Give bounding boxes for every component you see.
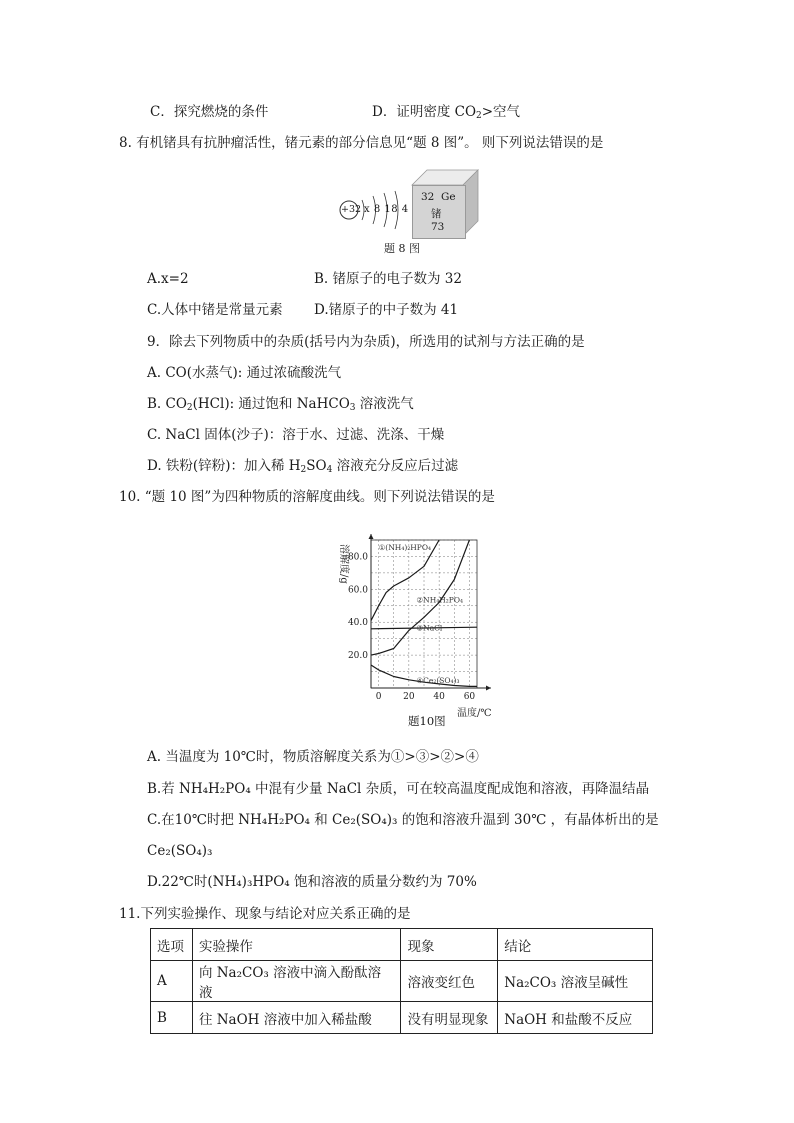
x-tick-label: 40	[433, 692, 445, 702]
subscript: 2	[476, 111, 482, 121]
nucleus-charge: +32	[341, 204, 362, 215]
q8-option-a: A.x=2	[147, 271, 189, 287]
q9-option-d	[147, 457, 458, 475]
table-cell: A	[151, 961, 193, 1002]
y-tick-label: 60.0	[347, 585, 368, 596]
q10-stem: 10. “题 10 图”为四种物质的溶解度曲线。则下列说法错误的是	[119, 489, 495, 505]
q10-option-c: C.在10℃时把 NH₄H₂PO₄ 和 Ce₂(SO₄)₃ 的饱和溶液升温到 30℃ ，有晶体析出的是	[147, 812, 659, 828]
q8-stem: 8. 有机锗具有抗肿瘤活性，锗元素的部分信息见“题 8 图”。 则下列说法错误的是	[119, 135, 604, 151]
table-header-row	[151, 929, 653, 961]
table-cell: 没有明显现象	[401, 1002, 498, 1034]
q10-option-c-continued: Ce₂(SO₄)₃	[147, 843, 213, 859]
q8-caption: 题 8 图	[384, 242, 420, 255]
y-axis-label: 溶解度/g	[338, 544, 349, 584]
q9-option-b-text: 溶液洗气	[355, 396, 414, 412]
table-row	[151, 1002, 653, 1034]
q8-option-d: D.锗原子的中子数为 41	[314, 302, 459, 318]
q9-option-b	[147, 395, 414, 413]
q8-option-c: C.人体中锗是常量元素	[147, 302, 283, 318]
y-tick-label: 40.0	[347, 618, 368, 629]
q9-option-d-text: 溶液充分反应后过滤	[332, 458, 459, 474]
experiment-table	[150, 928, 653, 1034]
q11-stem: 11.下列实验操作、现象与结论对应关系正确的是	[119, 906, 411, 922]
chart-legend-labels	[379, 543, 463, 685]
q9-option-b-text: B. CO	[147, 396, 187, 412]
x-axis-arrow	[486, 686, 491, 691]
q10-caption: 题10图	[408, 714, 446, 728]
subscript: 2	[186, 403, 193, 413]
series-label: ①(NH₄)₂HPO₄	[378, 542, 432, 552]
table-cell: 溶液变红色	[401, 961, 498, 1002]
element-symbol: Ge	[441, 191, 456, 203]
x-tick-label: 20	[403, 692, 415, 702]
atomic-number: 32	[421, 191, 435, 203]
subscript: 4	[326, 465, 333, 475]
q10-option-d: D.22℃时(NH₄)₃HPO₄ 饱和溶液的质量分数约为 70%	[147, 874, 477, 890]
table-cell: 往 NaOH 溶液中加入稀盐酸	[192, 1002, 401, 1034]
q10-option-b: B.若 NH₄H₂PO₄ 中混有少量 NaCl 杂质，可在较高温度配成饱和溶液，再降温结晶	[147, 781, 650, 797]
table-cell: 向 Na₂CO₃ 溶液中滴入酚酞溶液	[192, 961, 401, 1002]
table-cell: NaOH 和盐酸不反应	[498, 1002, 653, 1034]
table-cell: B	[151, 1002, 193, 1034]
q7-option-d	[372, 103, 520, 121]
series-label: ③NaCl	[416, 623, 443, 633]
subscript: 2	[300, 465, 307, 475]
y-axis-arrow	[369, 534, 374, 539]
q7-option-d-text: >空气	[481, 104, 521, 120]
table-row	[151, 961, 653, 1002]
table-header-cell: 结论	[498, 929, 653, 961]
table-header-cell: 现象	[401, 929, 498, 961]
table-header-cell: 实验操作	[192, 929, 401, 961]
element-card	[412, 185, 466, 239]
q9-stem: 9．除去下列物质中的杂质(括号内为杂质)，所选用的试剂与方法正确的是	[147, 334, 585, 350]
atomic-mass: 73	[431, 221, 445, 233]
q9-option-d-text: D. 铁粉(锌粉)：加入稀 H	[147, 458, 301, 474]
y-tick-label: 20.0	[347, 651, 368, 662]
q9-option-c: C. NaCl 固体(沙子)：溶于水、过滤、洗涤、干燥	[147, 427, 445, 443]
subscript: 3	[349, 403, 356, 413]
q10-option-a: A. 当温度为 10℃时，物质溶解度关系为①>③>②>④	[147, 749, 479, 765]
q7-option-d-text: D．证明密度 CO	[372, 104, 477, 120]
electron-shells: x 8 18 4	[364, 204, 409, 215]
q8-option-b: B. 锗原子的电子数为 32	[314, 271, 462, 287]
q7-option-c: C．探究燃烧的条件	[150, 104, 269, 120]
x-tick-label: 0	[375, 692, 382, 702]
x-axis-label: 温度/℃	[457, 708, 492, 719]
series-label: ④Ce₂(SO₄)₃	[416, 676, 460, 686]
table-cell: Na₂CO₃ 溶液呈碱性	[498, 961, 653, 1002]
series-line	[371, 540, 439, 621]
y-tick-label: 80.0	[347, 552, 368, 563]
solubility-chart	[325, 528, 505, 728]
element-name: 锗	[431, 208, 442, 220]
series-label: ②NH₄H₂PO₄	[416, 595, 464, 605]
q9-option-a: A. CO(水蒸气): 通过浓硫酸洗气	[147, 365, 342, 381]
x-tick-label: 60	[463, 692, 476, 702]
q9-option-d-text: SO	[306, 458, 327, 474]
q9-option-b-text: (HCl): 通过饱和 NaHCO	[192, 396, 350, 412]
table-header-cell: 选项	[151, 929, 193, 961]
